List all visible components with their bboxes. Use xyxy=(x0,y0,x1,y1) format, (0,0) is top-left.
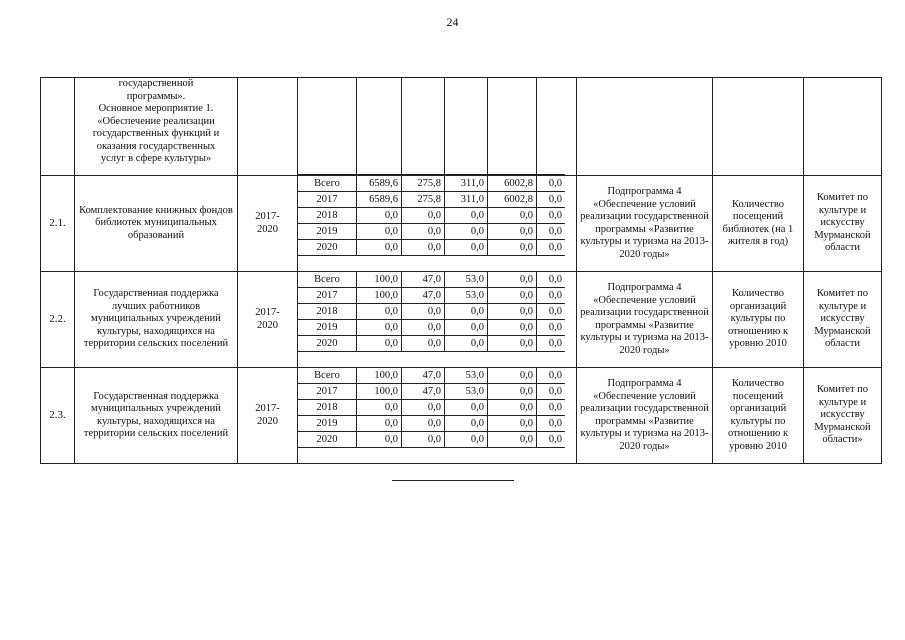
funding-value: 0,0 xyxy=(488,416,537,432)
funding-value: 0,0 xyxy=(445,240,488,256)
funding-row xyxy=(298,432,565,448)
funding-value: 53,0 xyxy=(445,272,488,288)
funding-row xyxy=(298,224,565,240)
funding-value: 0,0 xyxy=(488,304,537,320)
executor: Комитет по культуре и искусству Мурманской области xyxy=(804,272,882,368)
funding-value: 0,0 xyxy=(488,208,537,224)
funding-value: 0,0 xyxy=(537,304,566,320)
funding-row xyxy=(298,272,565,288)
funding-value: 0,0 xyxy=(488,320,537,336)
funding-value: 311,0 xyxy=(445,192,488,208)
funding-value: 275,8 xyxy=(402,176,445,192)
program-table xyxy=(40,77,882,464)
funding-row xyxy=(298,400,565,416)
funding-row xyxy=(298,384,565,400)
page-number: 24 xyxy=(446,15,459,29)
funding-value: 0,0 xyxy=(488,384,537,400)
year-label: 2017 xyxy=(298,384,357,400)
funding-value: 0,0 xyxy=(445,432,488,448)
funding-value: 0,0 xyxy=(537,368,566,384)
funding-cell xyxy=(298,368,577,464)
funding-value: 0,0 xyxy=(537,320,566,336)
funding-value: 0,0 xyxy=(537,272,566,288)
period: 2017- 2020 xyxy=(238,176,298,272)
measure-name: Комплектование книжных фондов библиотек муниципальных образований xyxy=(75,176,238,272)
funding-value: 0,0 xyxy=(357,432,402,448)
funding-value: 0,0 xyxy=(357,224,402,240)
funding-value: 0,0 xyxy=(488,240,537,256)
year-label: Всего xyxy=(298,176,357,192)
row-number: 2.3. xyxy=(41,368,75,464)
year-label: 2019 xyxy=(298,416,357,432)
funding-value: 0,0 xyxy=(537,240,566,256)
funding-value: 53,0 xyxy=(445,288,488,304)
year-label: 2017 xyxy=(298,192,357,208)
funding-value: 0,0 xyxy=(537,176,566,192)
funding-value: 0,0 xyxy=(488,432,537,448)
funding-value: 0,0 xyxy=(488,400,537,416)
funding-value: 0,0 xyxy=(402,336,445,352)
funding-value: 6589,6 xyxy=(357,176,402,192)
year-label: Всего xyxy=(298,368,357,384)
funding-value: 0,0 xyxy=(445,224,488,240)
year-label: 2020 xyxy=(298,432,357,448)
funding-value: 100,0 xyxy=(357,368,402,384)
funding-value: 0,0 xyxy=(537,336,566,352)
funding-value: 100,0 xyxy=(357,272,402,288)
funding-value: 0,0 xyxy=(537,288,566,304)
funding-table xyxy=(298,272,565,352)
funding-value: 0,0 xyxy=(488,336,537,352)
funding-row xyxy=(298,176,565,192)
funding-row xyxy=(298,368,565,384)
funding-value: 0,0 xyxy=(488,224,537,240)
year-label: Всего xyxy=(298,272,357,288)
funding-value: 0,0 xyxy=(488,368,537,384)
funding-row xyxy=(298,240,565,256)
executor: Комитет по культуре и искусству Мурманской области xyxy=(804,176,882,272)
funding-row xyxy=(298,304,565,320)
funding-value: 0,0 xyxy=(445,320,488,336)
funding-value: 0,0 xyxy=(488,272,537,288)
table-row xyxy=(41,368,882,464)
funding-value: 275,8 xyxy=(402,192,445,208)
funding-value: 100,0 xyxy=(357,288,402,304)
indicator: Количество посещений библиотек (на 1 жителя в год) xyxy=(713,176,804,272)
funding-value: 0,0 xyxy=(402,432,445,448)
funding-table xyxy=(298,176,565,256)
funding-value: 0,0 xyxy=(537,400,566,416)
end-divider xyxy=(392,480,514,481)
funding-value: 0,0 xyxy=(357,240,402,256)
program: Подпрограмма 4 «Обеспечение условий реализации государственной программы «Развитие культуры и туризма на 2013-2020 годы» xyxy=(577,176,713,272)
funding-value: 0,0 xyxy=(537,192,566,208)
funding-value: 0,0 xyxy=(357,400,402,416)
funding-value: 0,0 xyxy=(445,208,488,224)
funding-value: 53,0 xyxy=(445,384,488,400)
funding-value: 0,0 xyxy=(357,320,402,336)
year-label: 2018 xyxy=(298,304,357,320)
funding-value: 47,0 xyxy=(402,288,445,304)
program: Подпрограмма 4 «Обеспечение условий реализации государственной программы «Развитие культуры и туризма на 2013-2020 годы» xyxy=(577,368,713,464)
funding-value: 0,0 xyxy=(537,416,566,432)
funding-value: 6589,6 xyxy=(357,192,402,208)
funding-value: 0,0 xyxy=(402,400,445,416)
funding-row xyxy=(298,192,565,208)
funding-value: 0,0 xyxy=(357,208,402,224)
indicator: Количество организаций культуры по отношению к уровню 2010 xyxy=(713,272,804,368)
funding-value: 6002,8 xyxy=(488,176,537,192)
funding-value: 0,0 xyxy=(402,224,445,240)
funding-value: 0,0 xyxy=(537,384,566,400)
funding-value: 0,0 xyxy=(445,336,488,352)
funding-row xyxy=(298,336,565,352)
table-row xyxy=(41,272,882,368)
program: Подпрограмма 4 «Обеспечение условий реализации государственной программы «Развитие культуры и туризма на 2013-2020 годы» xyxy=(577,272,713,368)
funding-row xyxy=(298,208,565,224)
funding-row xyxy=(298,416,565,432)
year-label: 2020 xyxy=(298,240,357,256)
funding-value: 47,0 xyxy=(402,272,445,288)
funding-value: 311,0 xyxy=(445,176,488,192)
funding-value: 0,0 xyxy=(537,208,566,224)
executor: Комитет по культуре и искусству Мурманской области» xyxy=(804,368,882,464)
year-label: 2019 xyxy=(298,224,357,240)
funding-value: 6002,8 xyxy=(488,192,537,208)
funding-cell xyxy=(298,272,577,368)
funding-value: 0,0 xyxy=(402,304,445,320)
year-label: 2020 xyxy=(298,336,357,352)
period: 2017- 2020 xyxy=(238,368,298,464)
funding-value: 47,0 xyxy=(402,368,445,384)
measure-name: Государственная поддержка лучших работников муниципальных учреждений культуры, находящихся на территории сельских поселений xyxy=(75,272,238,368)
continuation-row xyxy=(41,78,882,176)
measure-name: Государственная поддержка муниципальных учреждений культуры, находящихся на территории сельских поселений xyxy=(75,368,238,464)
funding-value: 53,0 xyxy=(445,368,488,384)
funding-value: 0,0 xyxy=(402,240,445,256)
year-label: 2017 xyxy=(298,288,357,304)
row-number: 2.2. xyxy=(41,272,75,368)
funding-cell xyxy=(298,176,577,272)
indicator: Количество посещений организаций культуры по отношению к уровню 2010 xyxy=(713,368,804,464)
funding-value: 47,0 xyxy=(402,384,445,400)
funding-value: 0,0 xyxy=(402,208,445,224)
funding-row xyxy=(298,288,565,304)
table-row xyxy=(41,176,882,272)
continuation-text: государственной программы». Основное мероприятие 1. «Обеспечение реализации государственных функций и оказания государственных услуг в сфере культуры» xyxy=(75,78,238,176)
funding-value: 0,0 xyxy=(357,304,402,320)
funding-value: 100,0 xyxy=(357,384,402,400)
funding-row xyxy=(298,320,565,336)
funding-value: 0,0 xyxy=(402,416,445,432)
row-number: 2.1. xyxy=(41,176,75,272)
year-label: 2018 xyxy=(298,208,357,224)
funding-value: 0,0 xyxy=(445,416,488,432)
funding-table xyxy=(298,368,565,448)
period: 2017- 2020 xyxy=(238,272,298,368)
funding-value: 0,0 xyxy=(402,320,445,336)
funding-value: 0,0 xyxy=(357,336,402,352)
year-label: 2018 xyxy=(298,400,357,416)
year-label: 2019 xyxy=(298,320,357,336)
funding-value: 0,0 xyxy=(445,304,488,320)
funding-value: 0,0 xyxy=(537,432,566,448)
funding-value: 0,0 xyxy=(445,400,488,416)
funding-value: 0,0 xyxy=(357,416,402,432)
funding-value: 0,0 xyxy=(488,288,537,304)
funding-value: 0,0 xyxy=(537,224,566,240)
